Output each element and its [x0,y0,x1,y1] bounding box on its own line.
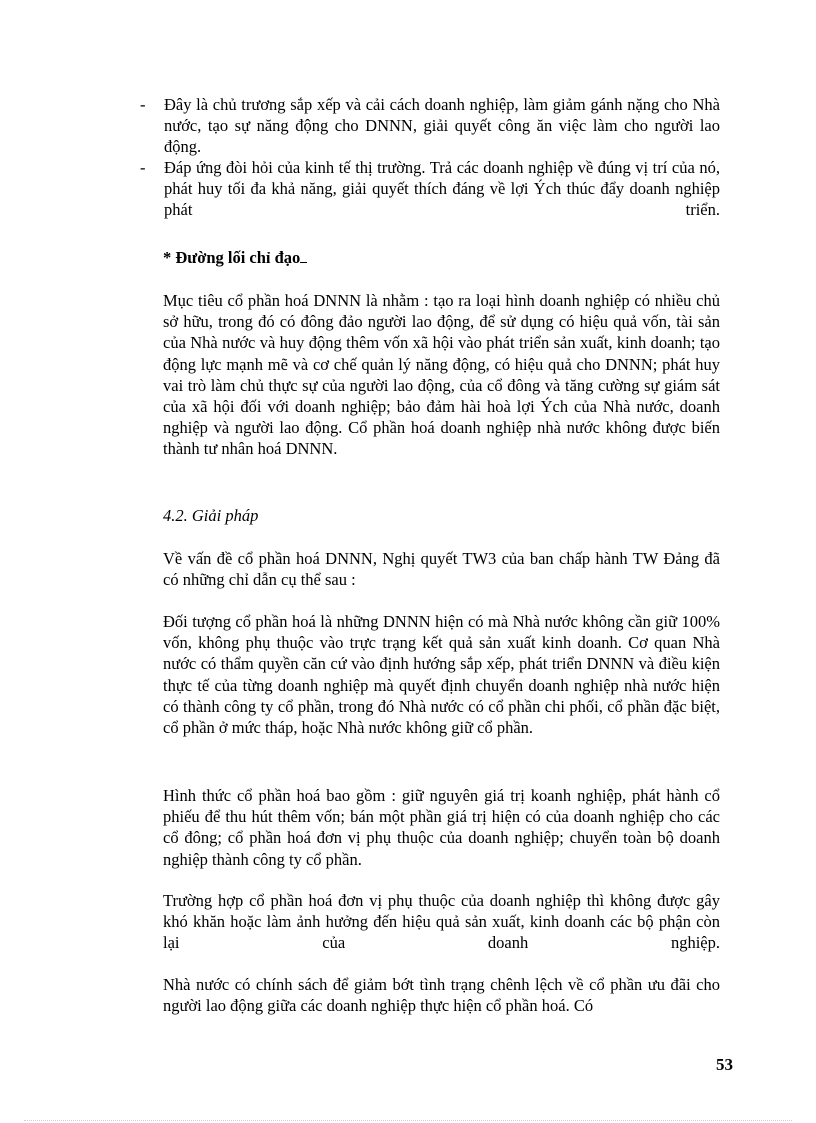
paragraph-text: Trường hợp cổ phần hoá đơn vị phụ thuộc của doanh nghiệp thì không được gây khó khăn hoặc làm ảnh hưởng đến hiệu quả sản xuất, kinh doanh các bộ phận còn lại của doanh nghiệp. [163,891,720,953]
paragraph-text: Mục tiêu cổ phần hoá DNNN là nhằm : tạo ra loại hình doanh nghiệp có nhiều chủ sở hữu, trong đó có đông đảo người lao động, để sử dụng có hiệu quả vốn, tài sản của Nhà nước và huy động thêm vốn xã hội vào phát triển sản xuất, kinh doanh; tạo động lực mạnh mẽ và cơ chế quản lý năng động, có hiệu quả cho DNNN; phát huy vai trò làm chủ thực sự của người lao động, của cổ đông và tăng cường sự giám sát của xã hội đối với doanh nghiệp; bảo đảm hài hoà lợi Ých của Nhà nước, doanh nghiệp và người lao động. Cổ phần hoá doanh nghiệp nhà nước không được biến thành tư nhân hoá DNNN. [163,291,720,459]
section-heading [163,248,307,268]
paragraph-policy [163,974,720,1016]
page-bottom-divider [24,1120,792,1121]
bullet-marker: - [140,95,146,114]
bullet-list [140,94,720,220]
paragraph-text: Đối tượng cổ phần hoá là những DNNN hiện có mà Nhà nước không cần giữ 100% vốn, không phụ thuộc vào trực trạng kết quả sản xuất kinh doanh. Cơ quan Nhà nước có thẩm quyền căn cứ vào định hướng sắp xếp, phát triển DNNN và điều kiện thực tế của từng doanh nghiệp mà quyết định chuyển doanh nghiệp nhà nước hiện có thành công ty cổ phần, trong đó Nhà nước có cổ phần chi phối, cổ phần đặc biệt, cổ phần ở mức tháp, hoặc Nhà nước không giữ cổ phần. [163,612,720,738]
bullet-item [140,94,720,157]
paragraph-text: Về vấn đề cổ phần hoá DNNN, Nghị quyết TW3 của ban chấp hành TW Đảng đã có những chỉ dẫn cụ thể sau : [163,549,720,590]
bullet-marker: - [140,158,146,177]
paragraph-dependent-units [163,890,720,954]
page-number: 53 [716,1055,733,1074]
paragraph-objectives [163,290,720,460]
bullet-text: Đây là chủ trương sắp xếp và cải cách doanh nghiệp, làm giảm gánh nặng cho Nhà nước, tạo sự năng động cho DNNN, giải quyết công ăn việc làm cho người lao động. [164,95,720,156]
subsection-heading: 4.2. Giải pháp [163,506,259,525]
paragraph-intro [163,548,720,590]
bullet-item [140,157,720,220]
bullet-text: Đáp ứng đòi hỏi của kinh tế thị trường. Trả các doanh nghiệp về đúng vị trí của nó, phát huy tối đa khả năng, giải quyết thích đáng về lợi Ých thúc đẩy doanh nghiệp phát triển. [164,158,720,219]
paragraph-targets [163,611,720,738]
section-heading-text: * Đường lối chỉ đạo [163,248,301,267]
paragraph-forms [163,785,720,870]
paragraph-text: Nhà nước có chính sách để giảm bớt tình trạng chênh lệch về cổ phần ưu đãi cho người lao động giữa các doanh nghiệp thực hiện cổ phần hoá. Có [163,975,720,1016]
heading-underscore [300,248,307,263]
paragraph-text: Hình thức cổ phần hoá bao gồm : giữ nguyên giá trị koanh nghiệp, phát hành cổ phiếu để thu hút thêm vốn; bán một phần giá trị hiện có của doanh nghiệp cho các cổ đông; cổ phần hoá đơn vị phụ thuộc của doanh nghiệp; chuyển toàn bộ doanh nghiệp thành công ty cổ phần. [163,786,720,869]
